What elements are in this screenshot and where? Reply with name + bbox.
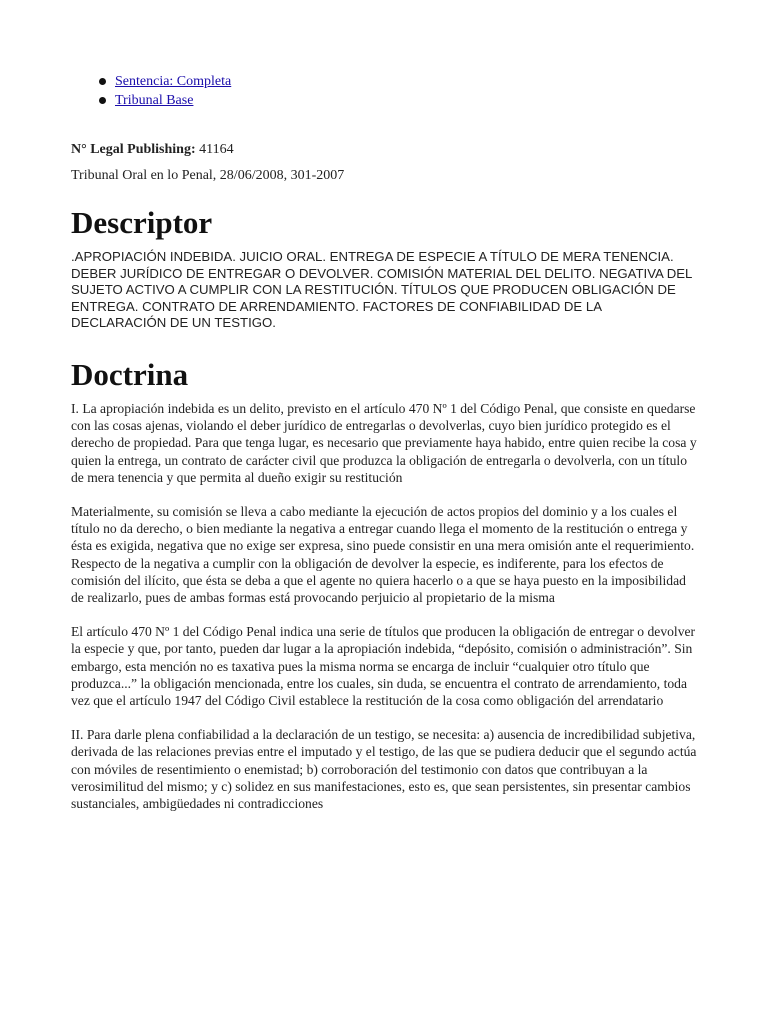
list-item: [99, 91, 231, 110]
tribunal-info: Tribunal Oral en lo Penal, 28/06/2008, 301-2007: [71, 168, 345, 183]
list-item: [99, 72, 231, 91]
descriptor-text: .APROPIACIÓN INDEBIDA. JUICIO ORAL. ENTREGA DE ESPECIE A TÍTULO DE MERA TENENCIA. DEBER JURÍDICO DE ENTREGAR O DEVOLVER. COMISIÓN MATERIAL DEL DELITO. NEGATIVA DEL SUJETO ACTIVO A CUMPLIR CON LA RESTITUCIÓN. TÍTULOS QUE PRODUCEN OBLIGACIÓN DE ENTREGA. CONTRATO DE ARRENDAMIENTO. FACTORES DE CONFIABILIDAD DE LA DECLARACIÓN DE UN TESTIGO.: [71, 249, 692, 330]
legal-publishing-label: N° Legal Publishing:: [71, 142, 196, 157]
link-sentencia-completa[interactable]: Sentencia: Completa: [115, 74, 232, 89]
doctrina-paragraph: II. Para darle plena confiabilidad a la declaración de un testigo, se necesita: a) ausencia de incredibilidad subjetiva, derivada de las relaciones previas entre el imputado y el testigo, de las que se pudiera deducir que el segundo actúa con móviles de resentimiento o enemistad; b) corroboración del testimonio con datos que contribuyan a la verosimilitud del mismo; y c) solidez en sus manifestaciones, esto es, que sean persistentes, sin presentar cambios sustanciales, ambigüedades ni contradicciones: [71, 727, 697, 812]
descriptor-heading: Descriptor: [71, 205, 213, 240]
doctrina-paragraph: Materialmente, su comisión se lleva a cabo mediante la ejecución de actos propios del dominio y a los cuales el título no da derecho, o bien mediante la negativa a entregar cuando llega el momento de la restitución o entrega y ésta es exigida, negativa que no exige ser expresa, sino puede consistir en una mera omisión ante el requerimiento. Respecto de la negativa a cumplir con la obligación de devolver la especie, es indiferente, para los efectos de comisión del ilícito, que ésta se deba a que el agente no quiera hacerlo o a que se haya puesto en la imposibilidad de realizarlo, pues de ambas formas está provocando perjuicio al propietario de la misma: [71, 504, 695, 606]
link-tribunal-base[interactable]: Tribunal Base: [115, 93, 194, 108]
legal-publishing-number: 41164: [195, 142, 234, 157]
doctrina-paragraph: I. La apropiación indebida es un delito, previsto en el artículo 470 Nº 1 del Código Penal, que consiste en quedarse con las cosas ajenas, violando el deber jurídico de entregarlas o devolverlas, cuyo bien jurídico protegido es el derecho de propiedad. Para que tenga lugar, es necesario que previamente haya habido, entre quien recibe la cosa y quien la entrega, un contrato de carácter civil que produzca la obligación de entregarla o devolverla, con un título de mera tenencia y que permita al dueño exigir su restitución: [71, 401, 697, 485]
doctrina-paragraph: El artículo 470 Nº 1 del Código Penal indica una serie de títulos que producen la obligación de entregar o devolver la especie y que, por tanto, pueden dar lugar a la apropiación indebida, “depósito, comisión o administración”. Sin embargo, esta mención no es taxativa pues la misma norma se encarga de incluir “cualquier otro título que produzca...” la obligación mencionada, entre los cuales, sin duda, se encuentra el contrato de arrendamiento, toda vez que el artículo 1947 del Código Civil establece la restitución de la cosa como obligación del arrendatario: [71, 624, 696, 709]
doctrina-heading: Doctrina: [71, 357, 189, 392]
legal-publishing-line: [71, 140, 234, 159]
doctrina-body: [71, 400, 699, 829]
document-links-list: [99, 72, 231, 110]
bullet-icon: [99, 78, 106, 85]
bullet-icon: [99, 97, 106, 104]
